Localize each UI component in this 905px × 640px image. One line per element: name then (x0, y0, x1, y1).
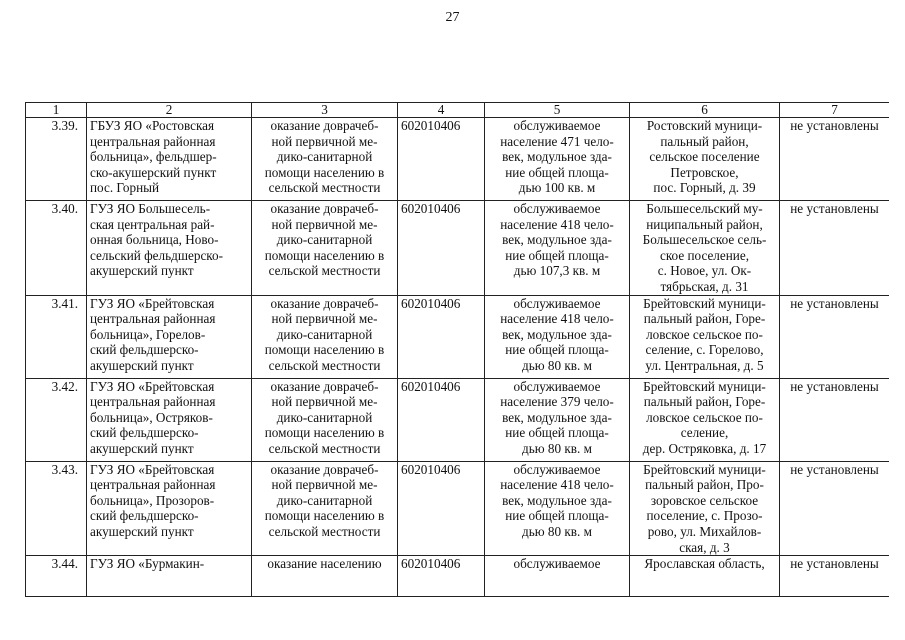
service-cell: оказание доврачеб- ной первичной ме- дико-санитарной помощи населению в сельской местности (252, 378, 398, 461)
table-row (26, 295, 890, 378)
column-header: 2 (87, 103, 252, 118)
limits-cell: не установлены (780, 556, 890, 597)
service-cell: оказание доврачеб- ной первичной ме- дико-санитарной помощи населению в сельской местности (252, 201, 398, 296)
code-cell: 602010406 (398, 295, 485, 378)
organization-cell: ГУЗ ЯО «Брейтовская центральная районная больница», Остряков- ский фельдшерско- акушерский пункт (87, 378, 252, 461)
facilities-table-wrapper (25, 102, 889, 640)
table-row (26, 201, 890, 296)
table-row (26, 118, 890, 201)
service-cell: оказание доврачеб- ной первичной ме- дико-санитарной помощи населению в сельской местности (252, 461, 398, 556)
organization-cell: ГУЗ ЯО «Брейтовская центральная районная больница», Прозоров- ский фельдшерско- акушерский пункт (87, 461, 252, 556)
capacity-cell: обслуживаемое население 471 чело- век, модульное зда- ние общей площа- дью 100 кв. м (485, 118, 630, 201)
service-cell: оказание доврачеб- ной первичной ме- дико-санитарной помощи населению в сельской местности (252, 295, 398, 378)
organization-cell: ГУЗ ЯО Большесель- ская центральная рай- онная больница, Ново- сельский фельдшерско- акушерский пункт (87, 201, 252, 296)
capacity-cell: обслуживаемое (485, 556, 630, 597)
page-number: 27 (445, 10, 460, 25)
table-row (26, 461, 890, 556)
facilities-table (25, 102, 889, 597)
table-row (26, 556, 890, 597)
location-cell: Брейтовский муници- пальный район, Про- зоровское сельское поселение, с. Прозо- рово, ул. Михайлов- ская, д. 3 (630, 461, 780, 556)
location-cell: Ростовский муници- пальный район, сельское поселение Петровское, пос. Горный, д. 39 (630, 118, 780, 201)
limits-cell: не установлены (780, 461, 890, 556)
service-cell: оказание доврачеб- ной первичной ме- дико-санитарной помощи населению в сельской местности (252, 118, 398, 201)
column-header: 7 (780, 103, 890, 118)
organization-cell: ГУЗ ЯО «Бурмакин- (87, 556, 252, 597)
code-cell: 602010406 (398, 556, 485, 597)
table-row (26, 378, 890, 461)
code-cell: 602010406 (398, 201, 485, 296)
code-cell: 602010406 (398, 118, 485, 201)
capacity-cell: обслуживаемое население 418 чело- век, модульное зда- ние общей площа- дью 80 кв. м (485, 295, 630, 378)
code-cell: 602010406 (398, 378, 485, 461)
limits-cell: не установлены (780, 118, 890, 201)
row-number-cell: 3.41. (26, 295, 87, 378)
column-header: 6 (630, 103, 780, 118)
limits-cell: не установлены (780, 295, 890, 378)
location-cell: Брейтовский муници- пальный район, Горе- ловское сельское по- селение, с. Горелово, ул. Центральная, д. 5 (630, 295, 780, 378)
capacity-cell: обслуживаемое население 418 чело- век, модульное зда- ние общей площа- дью 107,3 кв. м (485, 201, 630, 296)
location-cell: Большесельский му- ниципальный район, Большесельское сель- ское поселение, с. Новое, ул. Ок- тябрьская, д. 31 (630, 201, 780, 296)
organization-cell: ГБУЗ ЯО «Ростовская центральная районная больница», фельдшер- ско-акушерский пункт пос. Горный (87, 118, 252, 201)
row-number-cell: 3.44. (26, 556, 87, 597)
service-cell: оказание населению (252, 556, 398, 597)
limits-cell: не установлены (780, 201, 890, 296)
capacity-cell: обслуживаемое население 379 чело- век, модульное зда- ние общей площа- дью 80 кв. м (485, 378, 630, 461)
column-header: 4 (398, 103, 485, 118)
column-header: 3 (252, 103, 398, 118)
column-header: 5 (485, 103, 630, 118)
organization-cell: ГУЗ ЯО «Брейтовская центральная районная больница», Горелов- ский фельдшерско- акушерский пункт (87, 295, 252, 378)
location-cell: Ярославская область, (630, 556, 780, 597)
column-header: 1 (26, 103, 87, 118)
limits-cell: не установлены (780, 378, 890, 461)
row-number-cell: 3.43. (26, 461, 87, 556)
row-number-cell: 3.40. (26, 201, 87, 296)
row-number-cell: 3.39. (26, 118, 87, 201)
table-header-row (26, 103, 890, 118)
row-number-cell: 3.42. (26, 378, 87, 461)
capacity-cell: обслуживаемое население 418 чело- век, модульное зда- ние общей площа- дью 80 кв. м (485, 461, 630, 556)
code-cell: 602010406 (398, 461, 485, 556)
location-cell: Брейтовский муници- пальный район, Горе- ловское сельское по- селение, дер. Остряковка, д. 17 (630, 378, 780, 461)
